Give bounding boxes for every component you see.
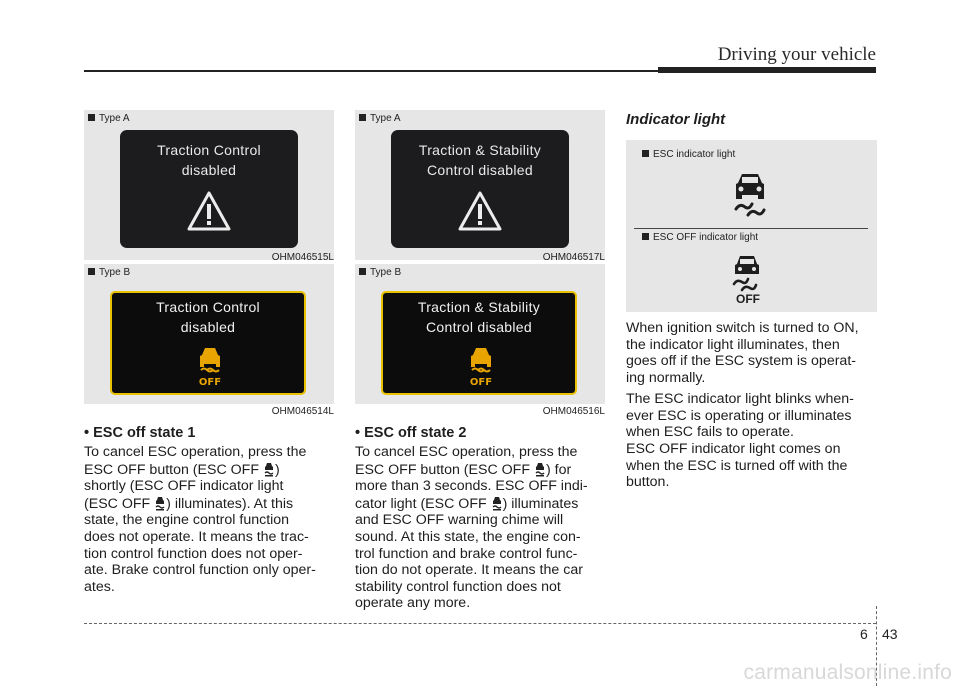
display-message: Traction Control disabled <box>156 299 260 335</box>
indicator-paragraph-3: ESC OFF indicator light comes on when the ESC is turned off with the button. <box>626 441 848 491</box>
type-label: Type B <box>88 267 130 278</box>
figure-col2-type-a <box>355 110 605 260</box>
figure-code: OHM046517L <box>542 252 605 263</box>
indicator-divider <box>634 228 868 229</box>
cluster-display <box>391 130 569 248</box>
svg-text:OFF: OFF <box>736 292 760 306</box>
esc-off-state-2-heading: • ESC off state 2 <box>355 425 467 441</box>
indicator-light-figure <box>626 140 877 312</box>
svg-text:OFF: OFF <box>198 377 222 387</box>
type-label: Type A <box>88 113 130 124</box>
footer-rule <box>84 623 876 624</box>
esc-off-inline-icon <box>263 461 275 477</box>
type-label: Type B <box>359 267 401 278</box>
esc-off-inline-icon <box>154 495 166 511</box>
watermark: carmanualsonline.info <box>743 661 952 684</box>
page-number: 43 <box>882 626 898 642</box>
figure-code: OHM046514L <box>271 406 334 417</box>
esc-off-inline-icon <box>534 461 546 477</box>
esc-off-indicator-label: ESC OFF indicator light <box>642 232 758 243</box>
indicator-paragraph-1: When ignition switch is turned to ON, the indicator light illuminates, then goes off if the ESC system is operat- ing normally. <box>626 320 859 386</box>
esc-off-icon <box>463 343 499 387</box>
indicator-paragraph-2: The ESC indicator light blinks when- ever ESC is operating or illuminates when ESC fails to operate. <box>626 391 854 441</box>
figure-col2-type-b <box>355 264 605 404</box>
cluster-display <box>120 130 298 248</box>
warning-triangle-icon <box>186 190 232 232</box>
display-message: Traction Control disabled <box>157 142 261 178</box>
figure-col1-type-b <box>84 264 334 404</box>
esc-off-state-1-text: To cancel ESC operation, press the ESC OFF button (ESC OFF ) shortly (ESC OFF indicator light (ESC OFF ) illuminates). At this state, the engine control function does not operate. It means the trac- tion control function does not oper- ate. Brake control function only oper- ates. <box>84 444 316 595</box>
cluster-display <box>110 291 306 395</box>
svg-text:OFF: OFF <box>469 377 493 387</box>
esc-off-inline-icon <box>491 495 503 511</box>
esc-off-state-1-heading: • ESC off state 1 <box>84 425 196 441</box>
chapter-number: 6 <box>860 626 868 642</box>
type-label: Type A <box>359 113 401 124</box>
esc-indicator-label: ESC indicator light <box>642 149 735 160</box>
display-message: Traction & Stability Control disabled <box>418 142 542 178</box>
display-message: Traction & Stability Control disabled <box>417 299 541 335</box>
section-title: Driving your vehicle <box>717 44 876 65</box>
warning-triangle-icon <box>457 190 503 232</box>
indicator-light-heading: Indicator light <box>626 111 726 128</box>
figure-col1-type-a <box>84 110 334 260</box>
header-rule-accent <box>658 67 876 73</box>
esc-off-icon <box>730 252 766 306</box>
esc-car-skid-icon <box>730 168 770 218</box>
esc-off-state-2-text: To cancel ESC operation, press the ESC OFF button (ESC OFF ) for more than 3 seconds. ESC OFF indi- cator light (ESC OFF ) illuminates and ESC OFF warning chime will sound. At this state, the engine con- trol function and brake control func- tion do not operate. It means the car stability control function does not operate any more. <box>355 444 588 612</box>
cluster-display <box>381 291 577 395</box>
figure-code: OHM046515L <box>271 252 334 263</box>
figure-code: OHM046516L <box>542 406 605 417</box>
esc-off-icon <box>192 343 228 387</box>
